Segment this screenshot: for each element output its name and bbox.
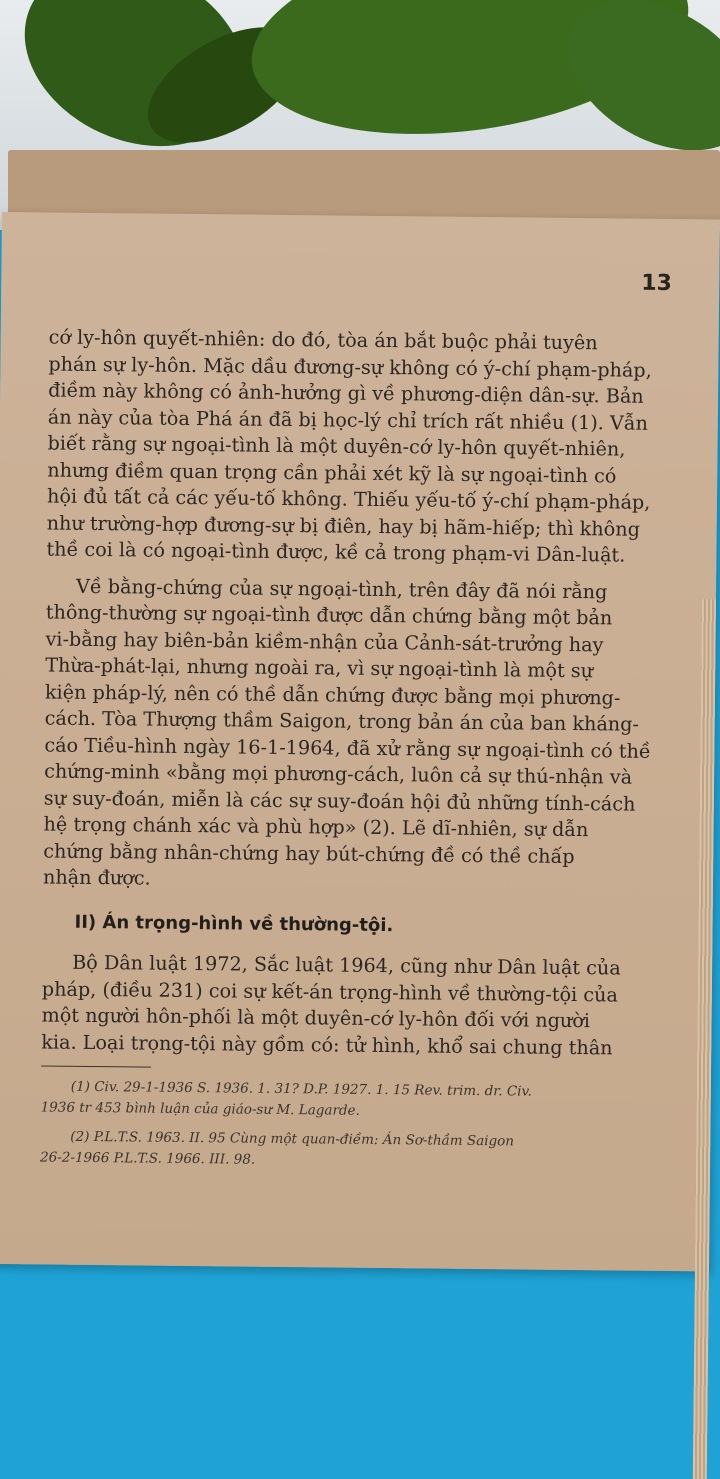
text-line: Bộ Dân luật 1972, Sắc luật 1964, cũng như Dân luật của bbox=[72, 950, 621, 980]
paragraph-2 bbox=[43, 573, 656, 897]
text-line: điềm này không có ảnh-hưởng gì về phương-diện dân-sự. Bản bbox=[48, 378, 644, 408]
text-line: cáo Tiều-hình ngày 16-1-1964, đã xử rằng sự ngoại-tình có thề bbox=[44, 732, 651, 763]
page-number: 13 bbox=[641, 270, 673, 297]
text-line: kiện pháp-lý, nên có thề dẫn chứng được bằng mọi phương- bbox=[44, 679, 621, 710]
text-line: phán sự ly-hôn. Mặc dầu đương-sự không có ý-chí phạm-pháp, bbox=[48, 351, 652, 382]
footnote-line: 1936 tr 453 bình luận của giáo-sư M. Lagarde. bbox=[40, 1099, 360, 1119]
text-line: hội đủ tất cả các yếu-tố không. Thiếu yếu-tố ý-chí phạm-pháp, bbox=[46, 484, 651, 514]
text-line: vi-bằng hay biên-bản kiềm-nhận của Cảnh-sát-trưởng hay bbox=[45, 626, 604, 656]
footnotes bbox=[40, 1076, 651, 1174]
section-heading: II) Án trọng-hình về thường-tội. bbox=[74, 911, 394, 936]
text-line: cách. Tòa Thượng thầm Saigon, trong bản án của ban kháng- bbox=[44, 706, 640, 736]
text-line: án này của tòa Phá án đã bị học-lý chỉ trích rất nhiều (1). Vẫn bbox=[47, 404, 649, 435]
footnote-line: (1) Civ. 29-1-1936 S. 1936. 1. 31? D.P. 1927. 1. 15 Rev. trim. dr. Civ. bbox=[70, 1078, 532, 1100]
text-line: chứng bằng nhân-chứng hay bút-chứng đề có thề chấp bbox=[43, 838, 575, 868]
text-line: cớ ly-hôn quyết-nhiên: do đó, tòa án bắt buộc phải tuyên bbox=[48, 325, 598, 355]
page-text bbox=[40, 324, 659, 1174]
paragraph-3 bbox=[41, 949, 652, 1061]
paragraph-1 bbox=[46, 324, 658, 569]
text-line: Thừa-phát-lại, nhưng ngoài ra, vì sự ngoại-tình là một sự bbox=[45, 653, 594, 683]
text-line: sự suy-đoán, miễn là các sự suy-đoán hội đủ những tính-cách bbox=[43, 785, 636, 816]
text-line: như trường-hợp đương-sự bị điên, hay bị hãm-hiếp; thì không bbox=[46, 510, 641, 541]
text-line: một người hôn-phối là một duyên-cớ ly-hôn đối với người bbox=[41, 1003, 591, 1033]
text-line: nhận được. bbox=[42, 865, 151, 890]
footnote-divider bbox=[41, 1065, 151, 1067]
text-line: thề coi là có ngoại-tình được, kề cả trong phạm-vi Dân-luật. bbox=[46, 537, 626, 567]
footnote-line: (2) P.L.T.S. 1963. II. 95 Cùng một quan-điềm: Án Sơ-thầm Saigon bbox=[70, 1128, 515, 1150]
text-line: chứng-minh «bằng mọi phương-cách, luôn cả sự thú-nhận và bbox=[44, 759, 633, 789]
text-line: biết rằng sự ngoại-tình là một duyên-cớ ly-hôn quyết-nhiên, bbox=[47, 431, 626, 461]
text-line: hệ trọng chánh xác và phù hợp» (2). Lẽ dĩ-nhiên, sự dẫn bbox=[43, 812, 589, 842]
text-line: nhưng điềm quan trọng cần phải xét kỹ là sự ngoại-tình có bbox=[47, 457, 617, 487]
book-page bbox=[0, 212, 720, 1271]
text-line: pháp, (điều 231) coi sự kết-án trọng-hình về thường-tội của bbox=[41, 976, 619, 1006]
footnote-line: 26-2-1966 P.L.T.S. 1966. III. 98. bbox=[40, 1149, 256, 1168]
page-edge bbox=[693, 599, 716, 1479]
text-line: thông-thường sự ngoại-tình được dẫn chứng bằng một bản bbox=[45, 600, 613, 630]
text-line: kia. Loại trọng-tội này gồm có: tử hình, khổ sai chung thân bbox=[41, 1029, 613, 1059]
text-line: Về bằng-chứng của sự ngoại-tình, trên đây đã nói rằng bbox=[75, 574, 608, 603]
